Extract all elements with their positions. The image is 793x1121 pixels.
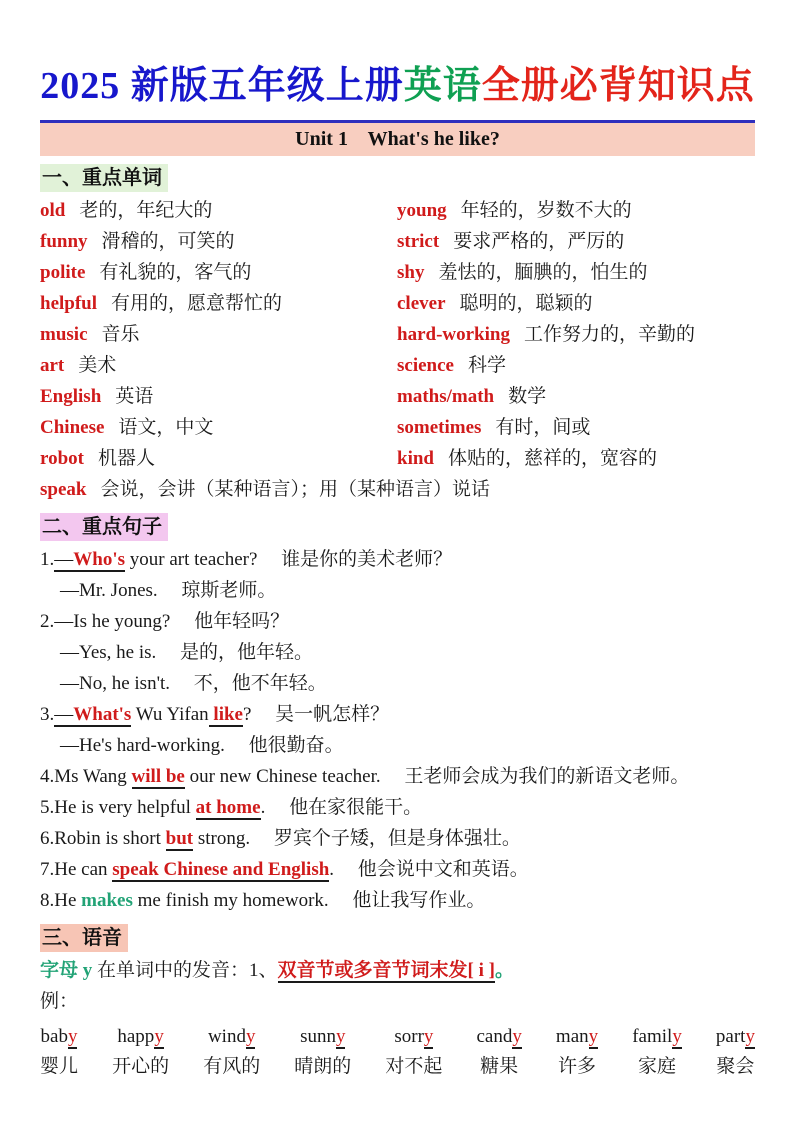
example-word-column bbox=[385, 1023, 442, 1083]
text-segment: 双音节或多音节词末发[ i ] bbox=[277, 960, 495, 981]
vocab-entry bbox=[40, 195, 397, 226]
example-word-column bbox=[632, 1023, 682, 1083]
vocab-definition: 要求严格的，严厉的 bbox=[453, 231, 625, 252]
text-segment: 3. bbox=[40, 704, 55, 725]
vocab-word: helpful bbox=[40, 293, 98, 314]
word-ending-y: y bbox=[745, 1026, 755, 1047]
word-ending-y: y bbox=[335, 1026, 346, 1047]
example-word-column bbox=[716, 1023, 755, 1083]
example-word-translation: 许多 bbox=[558, 1056, 597, 1077]
vocab-entry bbox=[40, 412, 397, 443]
vocab-definition: 有用的，愿意帮忙的 bbox=[111, 293, 283, 314]
word-stem: wind bbox=[207, 1026, 246, 1047]
vocab-word: kind bbox=[397, 448, 434, 469]
example-word-column bbox=[203, 1023, 260, 1083]
sentence-line bbox=[40, 606, 755, 637]
vocab-entry bbox=[40, 474, 755, 505]
text-segment: me finish my homework. 他让我写作业。 bbox=[132, 890, 486, 911]
vocab-entry bbox=[397, 381, 755, 412]
vocab-definition: 聪明的，聪颖的 bbox=[459, 293, 593, 314]
sentence-line bbox=[40, 823, 755, 854]
vocab-entry bbox=[40, 350, 397, 381]
vocab-definition: 数学 bbox=[508, 386, 547, 407]
word-stem: cand bbox=[476, 1026, 513, 1047]
text-segment: 1. bbox=[40, 549, 55, 570]
example-word-translation: 有风的 bbox=[203, 1056, 261, 1077]
word-ending-y: y bbox=[154, 1026, 164, 1047]
text-segment: What's bbox=[73, 704, 132, 725]
vocab-entry bbox=[40, 319, 397, 350]
vocab-entry bbox=[397, 319, 755, 350]
text-segment: 。 bbox=[494, 960, 514, 981]
vocab-word: funny bbox=[40, 231, 88, 252]
phonics-example-words bbox=[40, 1023, 755, 1083]
text-segment: Wu Yifan bbox=[131, 704, 209, 725]
example-word bbox=[300, 1023, 345, 1051]
text-segment: . 他会说中文和英语。 bbox=[329, 859, 529, 880]
vocab-row bbox=[40, 443, 755, 474]
phonics-rule-line bbox=[40, 955, 755, 986]
example-word-translation: 晴朗的 bbox=[294, 1056, 352, 1077]
sentence-line bbox=[40, 699, 755, 730]
vocab-word: English bbox=[40, 386, 102, 407]
vocab-definition: 年轻的，岁数不大的 bbox=[460, 200, 632, 221]
vocab-definition: 工作努力的，辛勤的 bbox=[523, 324, 695, 345]
vocab-row bbox=[40, 288, 755, 319]
title-segment-green: 英语 bbox=[403, 65, 482, 107]
word-ending-y: y bbox=[672, 1026, 682, 1047]
example-word-translation: 开心的 bbox=[112, 1056, 170, 1077]
vocab-word: polite bbox=[40, 262, 86, 283]
example-word bbox=[716, 1023, 755, 1051]
text-segment: ? 吴一帆怎样？ bbox=[242, 704, 390, 725]
section-heading-key-words: 一、重点单词 bbox=[40, 164, 168, 192]
vocab-definition: 语文，中文 bbox=[118, 417, 214, 438]
section-heading-key-sentences: 二、重点句子 bbox=[40, 513, 168, 541]
text-segment: —He's hard-working. 他很勤奋。 bbox=[60, 735, 344, 756]
word-stem: bab bbox=[40, 1026, 68, 1047]
example-word-column bbox=[112, 1023, 169, 1083]
example-word-column bbox=[294, 1023, 351, 1083]
text-segment: 5.He is very helpful bbox=[40, 797, 196, 818]
text-segment: —Mr. Jones. 琼斯老师。 bbox=[60, 580, 277, 601]
text-segment: will be bbox=[131, 766, 185, 787]
text-segment: 在单词中的发音：1、 bbox=[97, 960, 278, 981]
example-word-translation: 家庭 bbox=[638, 1056, 677, 1077]
text-segment: . 他在家很能干。 bbox=[260, 797, 423, 818]
sentence-line bbox=[40, 885, 755, 916]
example-word-column bbox=[40, 1023, 78, 1083]
text-segment: 7.He can bbox=[40, 859, 113, 880]
vocab-word: shy bbox=[397, 262, 425, 283]
sentence-line bbox=[40, 792, 755, 823]
vocab-row bbox=[40, 319, 755, 350]
title-segment-red: 全册必背知识点 bbox=[481, 65, 755, 107]
vocab-word: hard-working bbox=[397, 324, 510, 345]
vocab-list bbox=[40, 195, 755, 505]
text-segment: our new Chinese teacher. 王老师会成为我们的新语文老师。 bbox=[184, 766, 690, 787]
example-word-translation: 聚会 bbox=[716, 1056, 755, 1077]
text-segment: at home bbox=[195, 797, 261, 818]
vocab-entry bbox=[40, 381, 397, 412]
sentence-line bbox=[40, 637, 755, 668]
example-word bbox=[41, 1023, 78, 1051]
vocab-definition: 羞怯的，腼腆的，怕生的 bbox=[438, 262, 648, 283]
word-ending-y: y bbox=[245, 1026, 256, 1047]
text-segment: but bbox=[165, 828, 194, 849]
vocab-entry bbox=[397, 412, 755, 443]
sentence-line bbox=[40, 730, 755, 761]
text-segment: makes bbox=[81, 890, 133, 911]
text-segment: 6.Robin is short bbox=[40, 828, 166, 849]
vocab-entry bbox=[397, 226, 755, 257]
vocab-word: speak bbox=[40, 479, 87, 500]
vocab-definition: 老的，年纪大的 bbox=[79, 200, 213, 221]
sentence-line bbox=[40, 575, 755, 606]
sentence-line bbox=[40, 544, 755, 575]
vocab-definition: 有礼貌的，客气的 bbox=[99, 262, 252, 283]
word-ending-y: y bbox=[67, 1026, 78, 1047]
vocab-definition: 滑稽的，可笑的 bbox=[101, 231, 235, 252]
vocab-word: sometimes bbox=[397, 417, 482, 438]
vocab-row bbox=[40, 195, 755, 226]
text-segment: 4.Ms Wang bbox=[40, 766, 132, 787]
vocab-entry bbox=[397, 350, 755, 381]
vocab-row bbox=[40, 381, 755, 412]
word-ending-y: y bbox=[423, 1026, 434, 1047]
vocab-word: music bbox=[40, 324, 88, 345]
text-segment: —Yes, he is. 是的，他年轻。 bbox=[60, 642, 314, 663]
vocab-word: art bbox=[40, 355, 65, 376]
vocab-definition: 机器人 bbox=[97, 448, 155, 469]
text-segment: your art teacher? 谁是你的美术老师？ bbox=[125, 549, 453, 570]
text-segment: 8.He bbox=[40, 890, 82, 911]
sentence-line bbox=[40, 668, 755, 699]
sentence-line bbox=[40, 854, 755, 885]
example-word bbox=[117, 1023, 163, 1051]
vocab-row bbox=[40, 226, 755, 257]
example-word bbox=[208, 1023, 256, 1051]
text-segment: Who's bbox=[73, 549, 125, 570]
example-word-column bbox=[476, 1023, 521, 1083]
text-segment: — bbox=[54, 704, 74, 725]
vocab-definition: 有时，间或 bbox=[495, 417, 591, 438]
vocab-definition: 美术 bbox=[78, 355, 117, 376]
vocab-definition: 体贴的，慈祥的，宽容的 bbox=[447, 448, 657, 469]
vocab-definition: 音乐 bbox=[101, 324, 140, 345]
vocab-word: Chinese bbox=[40, 417, 105, 438]
vocab-entry bbox=[40, 443, 397, 474]
example-word bbox=[632, 1023, 682, 1051]
page-title bbox=[40, 62, 755, 110]
vocab-row bbox=[40, 474, 755, 505]
text-segment: — bbox=[54, 549, 74, 570]
word-stem: part bbox=[715, 1026, 746, 1047]
unit-banner: Unit 1 What's he like? bbox=[40, 123, 755, 156]
word-stem: sorr bbox=[394, 1026, 424, 1047]
example-word bbox=[476, 1023, 521, 1051]
vocab-word: strict bbox=[397, 231, 440, 252]
example-word-translation: 对不起 bbox=[385, 1056, 443, 1077]
vocab-entry bbox=[40, 257, 397, 288]
text-segment: —No, he isn't. 不，他不年轻。 bbox=[60, 673, 327, 694]
text-segment: like bbox=[208, 704, 243, 725]
vocab-entry bbox=[397, 195, 755, 226]
vocab-word: clever bbox=[397, 293, 446, 314]
sentence-line bbox=[40, 761, 755, 792]
sentence-list bbox=[40, 544, 755, 916]
vocab-definition: 科学 bbox=[467, 355, 506, 376]
word-ending-y: y bbox=[512, 1026, 522, 1047]
word-stem: happ bbox=[117, 1026, 155, 1047]
section-heading-phonics: 三、语音 bbox=[40, 924, 128, 952]
text-segment: strong. 罗宾个子矮，但是身体强壮。 bbox=[193, 828, 521, 849]
example-label: 例： bbox=[40, 991, 79, 1012]
word-stem: famil bbox=[632, 1026, 673, 1047]
example-word-column bbox=[556, 1023, 598, 1083]
text-segment: speak Chinese and English bbox=[112, 859, 330, 880]
vocab-word: young bbox=[397, 200, 447, 221]
word-stem: man bbox=[555, 1026, 589, 1047]
text-segment: 2.—Is he young? 他年轻吗？ bbox=[40, 611, 290, 632]
vocab-word: maths/math bbox=[397, 386, 495, 407]
word-ending-y: y bbox=[588, 1026, 599, 1047]
vocab-row bbox=[40, 350, 755, 381]
vocab-entry bbox=[40, 288, 397, 319]
vocab-entry bbox=[397, 288, 755, 319]
text-segment: 字母 y bbox=[40, 960, 98, 981]
vocab-definition: 英语 bbox=[115, 386, 154, 407]
example-word-translation: 糖果 bbox=[480, 1056, 519, 1077]
vocab-entry bbox=[397, 257, 755, 288]
word-stem: sunn bbox=[300, 1026, 336, 1047]
vocab-word: old bbox=[40, 200, 66, 221]
vocab-entry bbox=[397, 443, 755, 474]
vocab-word: robot bbox=[40, 448, 84, 469]
title-segment-blue: 2025 新版五年级上册 bbox=[40, 65, 404, 107]
example-word bbox=[556, 1023, 598, 1051]
vocab-entry bbox=[40, 226, 397, 257]
vocab-row bbox=[40, 412, 755, 443]
vocab-row bbox=[40, 257, 755, 288]
example-word bbox=[394, 1023, 433, 1051]
example-word-translation: 婴儿 bbox=[40, 1056, 79, 1077]
vocab-word: science bbox=[397, 355, 454, 376]
vocab-definition: 会说，会讲（某种语言）；用（某种语言）说话 bbox=[100, 479, 490, 500]
